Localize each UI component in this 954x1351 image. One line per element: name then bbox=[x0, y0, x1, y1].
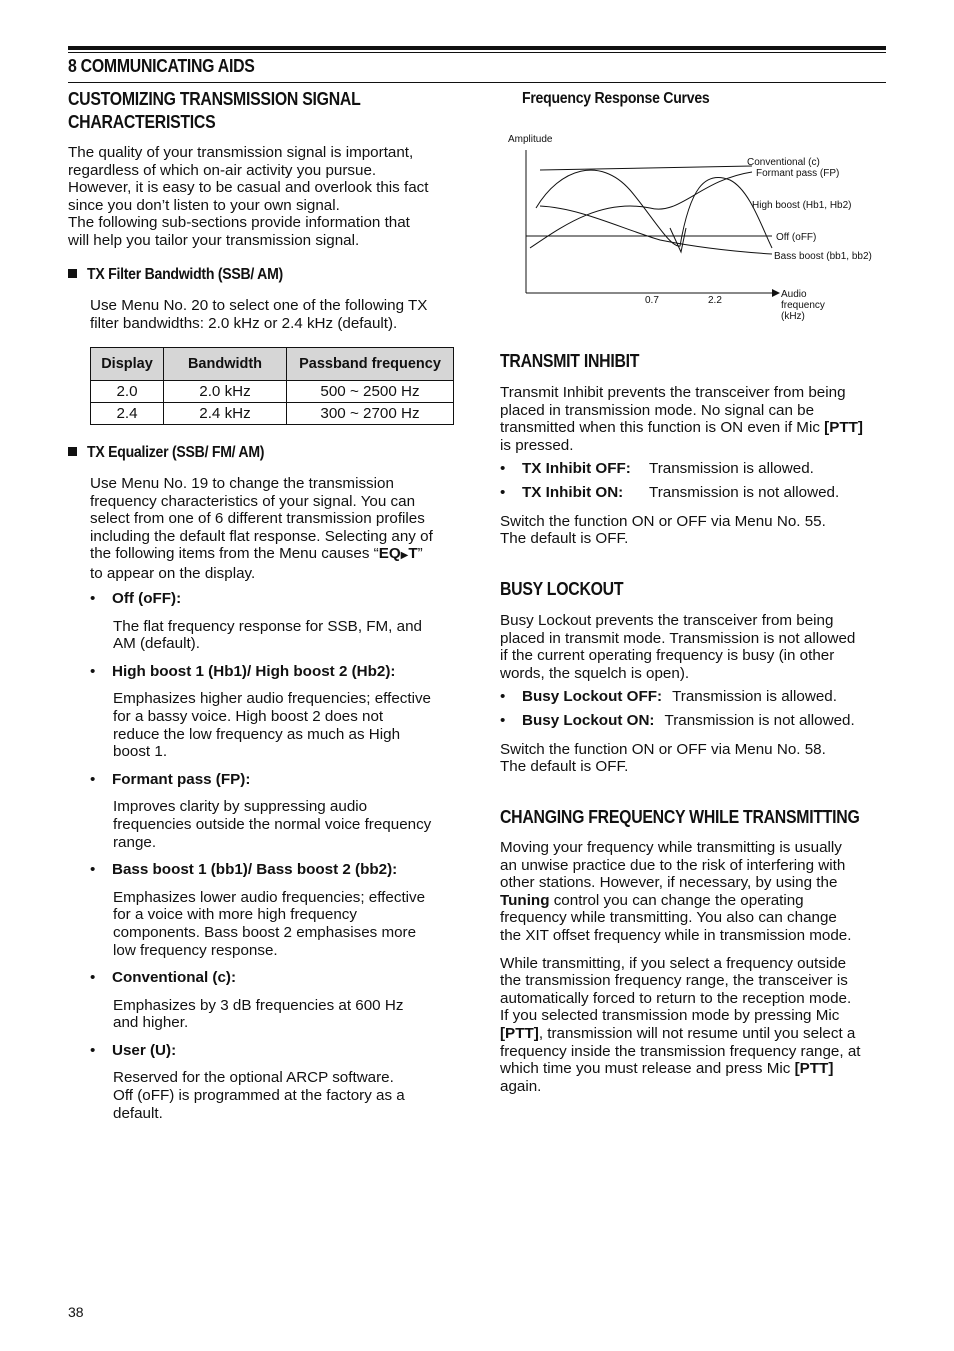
list-item: • TX Inhibit ON: Transmission is not allowed. bbox=[500, 483, 840, 501]
x-tick-label: 0.7 bbox=[645, 295, 659, 306]
intro-line: will help you tailor your transmission signal. bbox=[68, 231, 360, 249]
list-item-desc: Emphasizes higher audio frequencies; effective for a bassy voice. High boost 2 does not reduce the low frequency as much as High boost 1. bbox=[113, 690, 432, 761]
table-cell: 2.0 bbox=[91, 381, 164, 403]
curve-bass-boost bbox=[540, 206, 772, 254]
list-item-desc: Reserved for the optional ARCP software. Off (oFF) is programmed at the factory as a default. bbox=[113, 1069, 405, 1122]
chapter-title: 8 COMMUNICATING AIDS bbox=[68, 56, 255, 76]
eq-display-line: the following items from the Menu causes “EQ▶T” bbox=[90, 545, 423, 563]
busy-lockout-title: BUSY LOCKOUT bbox=[500, 579, 624, 599]
list-item: • Formant pass (FP): bbox=[90, 770, 251, 788]
curve-high-boost bbox=[530, 172, 752, 248]
transmit-inhibit-title: TRANSMIT INHIBIT bbox=[500, 351, 640, 371]
list-item-desc: The flat frequency response for SSB, FM, and AM (default). bbox=[113, 617, 422, 653]
list-item: • Off (oFF): bbox=[90, 590, 182, 607]
frequency-response-chart bbox=[500, 128, 890, 328]
square-bullet-icon bbox=[68, 447, 77, 456]
legend-formant-pass: Formant pass (FP) bbox=[756, 168, 840, 179]
col-display: Display bbox=[91, 348, 164, 381]
intro-line: since you don’t listen to your own signal. bbox=[68, 196, 340, 214]
x-axis-arrow-icon bbox=[772, 289, 780, 297]
list-item-desc: Improves clarity by suppressing audio frequencies outside the normal voice frequency range. bbox=[113, 798, 432, 851]
list-item: • Conventional (c): bbox=[90, 969, 237, 987]
eq-display-text: EQ bbox=[378, 545, 401, 563]
section-title-line-1: CUSTOMIZING TRANSMISSION SIGNAL bbox=[68, 89, 361, 109]
list-item-desc: Emphasizes by 3 dB frequencies at 600 Hz and higher. bbox=[113, 996, 404, 1032]
tx-filter-heading: TX Filter Bandwidth (SSB/ AM) bbox=[68, 266, 310, 284]
changing-freq-body: Moving your frequency while transmitting is usually an unwise practice due to the risk of interfering with other stations. However, if necessary, by using the Tuning control you can change the operating frequency while transmitting. You also can change the XIT offset frequency while in transmission mode. While transmitting, if you select a frequency outside the transmission frequency range, the transceiver is automatically forced to return to the reception mode. If you selected transmission mode by pressing Mic [PTT], transmission will not resume until you select a frequency inside the transmission frequency range, at which time you must release and press Mic [PTT] again. bbox=[500, 839, 861, 1095]
intro-line: However, it is easy to be casual and overlook this fact bbox=[68, 179, 429, 197]
intro-paragraph bbox=[68, 144, 468, 250]
header-rule-thin bbox=[68, 52, 886, 53]
curve-notch bbox=[670, 228, 686, 252]
list-item: • Busy Lockout OFF: Transmission is allowed. bbox=[500, 688, 837, 706]
page-number: 38 bbox=[68, 1304, 84, 1320]
tx-filter-table bbox=[90, 347, 454, 425]
legend-off: Off (oFF) bbox=[776, 232, 817, 243]
header-rule-thick bbox=[68, 46, 886, 50]
table-row bbox=[91, 381, 454, 403]
legend-bass-boost: Bass boost (bb1, bb2) bbox=[774, 251, 872, 262]
intro-line: regardless of which on-air activity you pursue. bbox=[68, 161, 377, 179]
list-item: • Bass boost 1 (bb1)/ Bass boost 2 (bb2): bbox=[90, 861, 398, 879]
tx-eq-heading: TX Equalizer (SSB/ FM/ AM) bbox=[68, 444, 288, 462]
table-cell: 300 ~ 2700 Hz bbox=[287, 403, 454, 425]
y-axis-label: Amplitude bbox=[508, 134, 553, 145]
section-title-line-2: CHARACTERISTICS bbox=[68, 112, 216, 132]
header-rule-bottom bbox=[68, 82, 886, 83]
intro-line: The following sub-sections provide information that bbox=[68, 214, 410, 232]
curve-conventional bbox=[540, 166, 752, 170]
triangle-right-icon: ▶ bbox=[400, 550, 409, 562]
table-cell: 2.0 kHz bbox=[164, 381, 287, 403]
busy-lockout-body: Busy Lockout prevents the transceiver from being placed in transmit mode. Transmission is not allowed if the current operating frequency is busy (in other words, the squelch is open). • Busy Lockout OFF: Transmission is allowed. • Busy Lockout ON: Transmission is not allowed. Switch the function ON or OFF via Menu No. 58. The default is OFF. bbox=[500, 612, 890, 776]
x-axis-label: Audio frequency (kHz) bbox=[781, 289, 825, 322]
table-row bbox=[91, 403, 454, 425]
table-cell: 500 ~ 2500 Hz bbox=[287, 381, 454, 403]
chart-heading: Frequency Response Curves bbox=[522, 90, 710, 107]
intro-line: The quality of your transmission signal is important, bbox=[68, 144, 414, 161]
list-item: • High boost 1 (Hb1)/ High boost 2 (Hb2): bbox=[90, 662, 396, 680]
list-item-desc: Emphasizes lower audio frequencies; effective for a voice with more high frequency components. Bass boost 2 emphasises more low frequency response. bbox=[113, 888, 426, 959]
list-item: • Busy Lockout ON: Transmission is not allowed. bbox=[500, 711, 855, 729]
table-cell: 2.4 bbox=[91, 403, 164, 425]
section-title-customizing bbox=[68, 88, 361, 134]
square-bullet-icon bbox=[68, 269, 77, 278]
col-passband: Passband frequency bbox=[287, 348, 454, 381]
transmit-inhibit-body: Transmit Inhibit prevents the transceiver from being placed in transmission mode. No signal can be transmitted when this function is ON even if Mic [PTT] is pressed. • TX Inhibit OFF: Transmission is allowed. • TX Inhibit ON: Transmission is not allowed. Switch the function ON or OFF via Menu No. 55. The default is OFF. bbox=[500, 384, 890, 548]
table-header-row bbox=[91, 348, 454, 381]
eq-item-list bbox=[90, 590, 460, 1122]
tx-eq-text: Use Menu No. 19 to change the transmission frequency characteristics of your signal. You can select from one of 6 different transmission profiles including the default flat response. Selecting any of the following items from the Menu causes “EQ▶T” to appear on the display. bbox=[90, 475, 460, 583]
col-bandwidth: Bandwidth bbox=[164, 348, 287, 381]
legend-high-boost: High boost (Hb1, Hb2) bbox=[752, 200, 852, 211]
tx-filter-text: Use Menu No. 20 to select one of the following TX filter bandwidths: 2.0 kHz or 2.4 kHz (default). bbox=[90, 297, 428, 332]
x-tick-label: 2.2 bbox=[708, 295, 722, 306]
changing-freq-title: CHANGING FREQUENCY WHILE TRANSMITTING bbox=[500, 807, 860, 827]
legend-conventional: Conventional (c) bbox=[747, 157, 820, 168]
table-cell: 2.4 kHz bbox=[164, 403, 287, 425]
list-item: • User (U): bbox=[90, 1041, 177, 1059]
list-item: • TX Inhibit OFF: Transmission is allowed. bbox=[500, 460, 814, 478]
